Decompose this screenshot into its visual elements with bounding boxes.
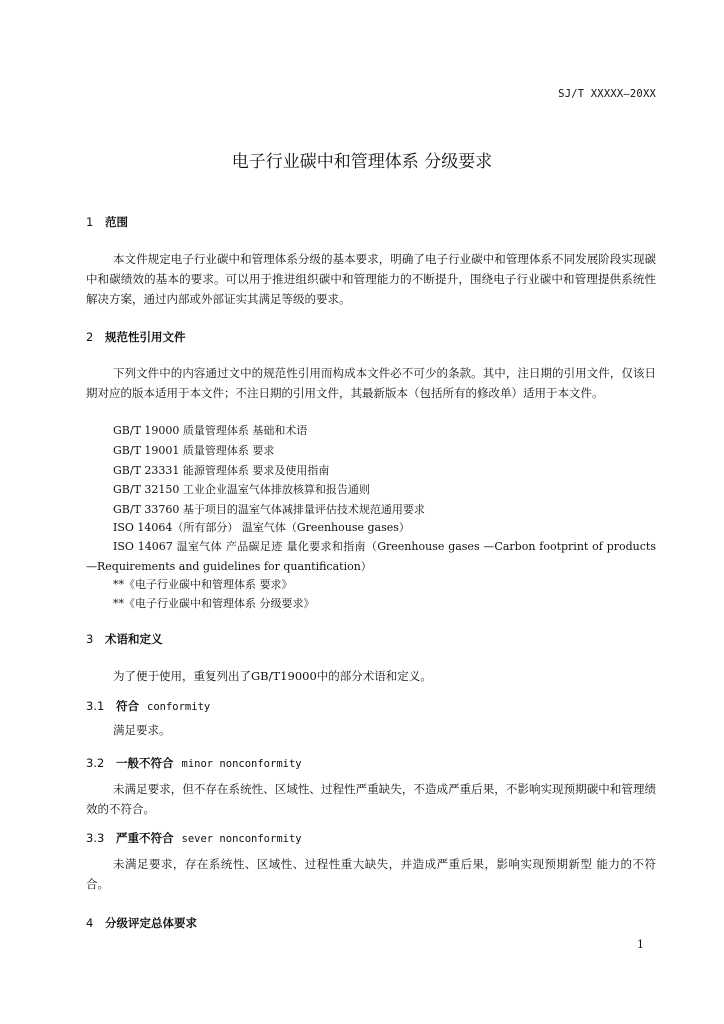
term-definition: 满足要求。 (113, 723, 171, 737)
section-heading-grading (86, 915, 197, 931)
reference-item: GB/T 19000 质量管理体系 基础和术语 (113, 424, 308, 437)
term-heading (86, 830, 302, 846)
term-number: 3.2 (86, 756, 105, 770)
term-chinese: 一般不符合 (116, 756, 174, 770)
references-intro-paragraph: 下列文件中的内容通过文中的规范性引用而构成本文件必不可少的条款。其中，注日期的引用文件，仅该日期对应的版本适用于本文件；不注日期的引用文件，其最新版本（包括所有的修改单）适用于本文件。 (86, 366, 656, 400)
section-heading-scope (86, 214, 128, 230)
section-heading-terms (86, 631, 163, 647)
term-english: minor nonconformity (181, 758, 302, 770)
term-definition: 未满足要求，存在系统性、区域性、过程性重大缺失，并造成严重后果，影响实现预期新型 能力的不符合。 (86, 857, 656, 891)
reference-item: GB/T 32150 工业企业温室气体排放核算和报告通则 (113, 483, 370, 496)
section-number: 4 (86, 916, 94, 930)
standard-code: SJ/T XXXXX—20XX (558, 88, 656, 100)
section-title: 规范性引用文件 (105, 330, 186, 344)
reference-item: GB/T 23331 能源管理体系 要求及使用指南 (113, 464, 330, 477)
term-number: 3.3 (86, 831, 105, 845)
section-title: 术语和定义 (105, 632, 163, 646)
section-title: 范围 (105, 215, 128, 229)
term-chinese: 严重不符合 (116, 831, 174, 845)
reference-item: **《电子行业碳中和管理体系 分级要求》 (113, 597, 315, 610)
section-number: 2 (86, 330, 94, 344)
term-english: conformity (147, 701, 211, 713)
reference-item: GB/T 19001 质量管理体系 要求 (113, 444, 275, 457)
scope-paragraph: 本文件规定电子行业碳中和管理体系分级的基本要求，明确了电子行业碳中和管理体系不同发展阶段实现碳中和碳绩效的基本的要求。可以用于推进组织碳中和管理能力的不断提升，围绕电子行业碳中和管理提供系统性解决方案，通过内部或外部证实其满足等级的要求。 (86, 252, 656, 306)
document-title: 电子行业碳中和管理体系 分级要求 (231, 152, 493, 172)
section-number: 3 (86, 632, 94, 646)
reference-item: GB/T 33760 基于项目的温室气体减排量评估技术规范通用要求 (113, 503, 425, 516)
section-title: 分级评定总体要求 (105, 916, 197, 930)
term-heading (86, 698, 210, 714)
page-number: 1 (637, 938, 644, 951)
terms-intro-paragraph: 为了便于使用，重复列出了GB/T19000中的部分术语和定义。 (113, 669, 432, 683)
term-english: sever nonconformity (181, 833, 302, 845)
reference-item: ISO 14064（所有部分） 温室气体（Greenhouse gases） (113, 521, 410, 534)
reference-item-iso14067: ISO 14067 温室气体 产品碳足迹 量化要求和指南（Greenhouse gases —Carbon footprint of products —Requirements and guidelines for quantification） (86, 540, 656, 573)
term-definition: 未满足要求，但不存在系统性、区域性、过程性严重缺失，不造成严重后果，不影响实现预期碳中和管理绩效的不符合。 (86, 782, 656, 816)
reference-item: **《电子行业碳中和管理体系 要求》 (113, 578, 293, 591)
term-chinese: 符合 (116, 699, 139, 713)
term-heading (86, 755, 302, 771)
term-number: 3.1 (86, 699, 105, 713)
section-number: 1 (86, 215, 94, 229)
section-heading-references (86, 329, 186, 345)
